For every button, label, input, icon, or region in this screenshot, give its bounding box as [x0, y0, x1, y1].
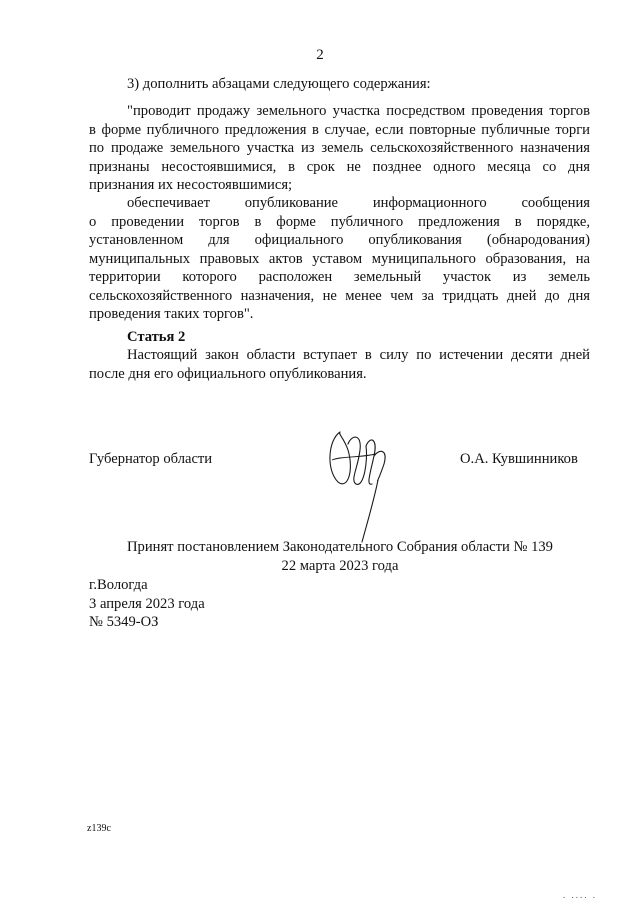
- governor-title: Губернатор области: [89, 451, 213, 467]
- document-code: z139c: [87, 823, 111, 834]
- adoption-date: 22 марта 2023 года: [281, 557, 399, 574]
- text-line: обеспечивает опубликование информационного сообщения: [127, 195, 590, 211]
- text-line: Настоящий закон области вступает в силу по истечении десяти дней: [127, 347, 590, 363]
- law-meta: [89, 576, 205, 632]
- amendment-paragraph-1: [89, 102, 590, 195]
- text-line: территории которого расположен земельный участок из земель: [89, 269, 590, 285]
- adoption-note: [0, 538, 640, 575]
- text-line: по продаже земельного участка из земель сельскохозяйственного назначения: [89, 140, 590, 156]
- law-number: № 5349-ОЗ: [89, 614, 159, 630]
- signing-date: 3 апреля 2023 года: [89, 595, 205, 612]
- governor-name: О.А. Кувшинников: [460, 451, 578, 467]
- article-2-body: [89, 346, 590, 383]
- text-line: признания их несостоявшимися;: [89, 177, 293, 193]
- text-line: о проведении торгов в форме публичного предложения в порядке,: [89, 213, 590, 230]
- adoption-line: Принят постановлением Законодательного Собрания области № 139: [127, 539, 553, 555]
- corner-marks: . .... .: [563, 890, 597, 900]
- handwritten-signature: [318, 420, 392, 550]
- city: г.Вологда: [89, 577, 148, 593]
- text-line: сельскохозяйственного назначения, не менее чем за тридцать дней до дня: [89, 287, 590, 304]
- article-2-title: Статья 2: [127, 329, 186, 345]
- text-line: после дня его официального опубликования.: [89, 365, 367, 382]
- text-line: установленном для официального опубликования (обнародования): [89, 232, 590, 248]
- text-line: в форме публичного предложения в случае, если повторные публичные торги: [89, 121, 590, 138]
- text-line: признаны несостоявшимися, в срок не позднее одного месяца со дня: [89, 158, 590, 175]
- text-line: муниципальных правовых актов уставом муниципального образования, на: [89, 250, 590, 267]
- page-number: 2: [316, 47, 324, 63]
- amendment-intro: 3) дополнить абзацами следующего содержания:: [127, 76, 431, 92]
- amendment-paragraph-2: [89, 194, 590, 324]
- text-line: проведения таких торгов".: [89, 306, 254, 322]
- text-line: "проводит продажу земельного участка посредством проведения торгов: [127, 103, 590, 119]
